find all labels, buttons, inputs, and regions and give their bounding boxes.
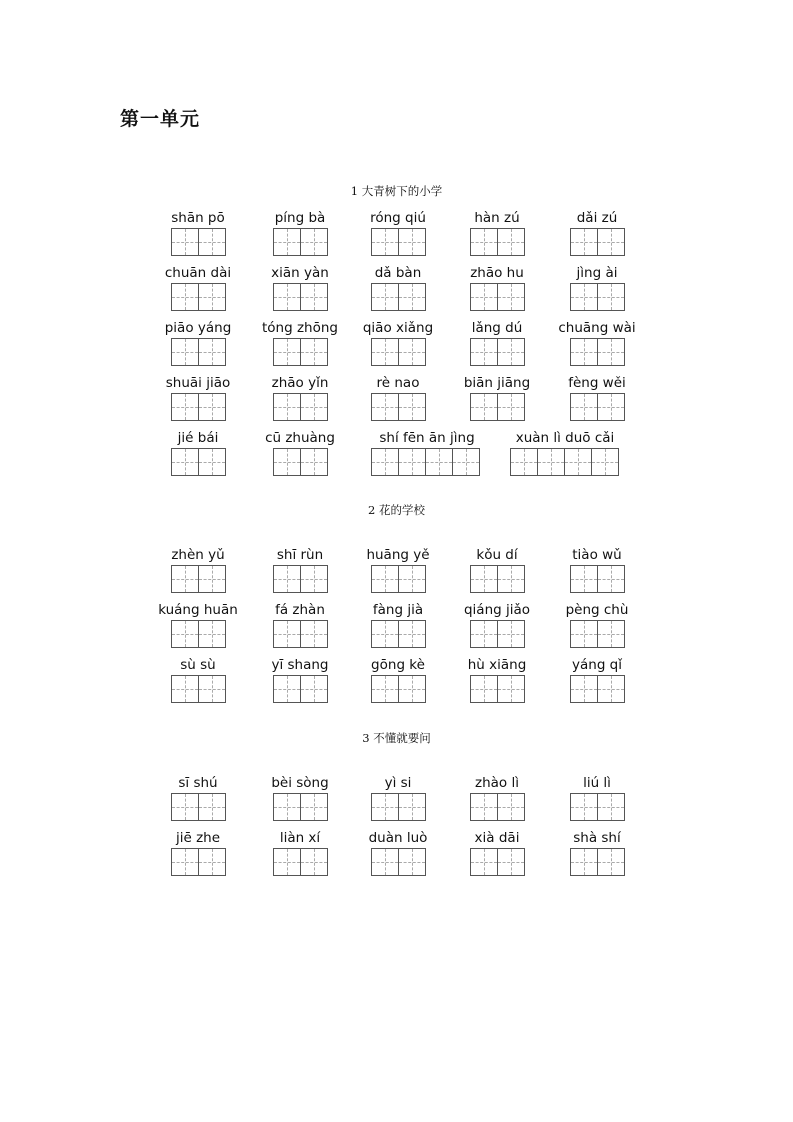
writing-grid <box>470 393 525 421</box>
pinyin-label: fàng jià <box>372 602 424 618</box>
pinyin-label: huāng yě <box>366 547 430 563</box>
pinyin-label: dǎi zú <box>576 210 618 226</box>
tianzige-cell[interactable] <box>171 620 199 648</box>
tianzige-cell[interactable] <box>591 448 619 476</box>
pinyin-label: liú lì <box>583 775 611 791</box>
pinyin-label: hù xiāng <box>467 657 527 673</box>
writing-grid <box>371 228 426 256</box>
tianzige-cell[interactable] <box>398 448 426 476</box>
tianzige-cell[interactable] <box>597 675 625 703</box>
tianzige-cell[interactable] <box>171 228 199 256</box>
tianzige-cell[interactable] <box>470 228 498 256</box>
pinyin-label: yáng qǐ <box>572 657 622 673</box>
pinyin-label: cū zhuàng <box>265 430 335 446</box>
tianzige-cell[interactable] <box>497 565 525 593</box>
tianzige-cell[interactable] <box>273 228 301 256</box>
pinyin-label: shuāi jiāo <box>165 375 231 391</box>
pinyin-label: yī shang <box>271 657 329 673</box>
pinyin-label: xiān yàn <box>271 265 329 281</box>
pinyin-label: zhào lì <box>475 775 519 791</box>
writing-grid <box>371 565 426 593</box>
tianzige-cell[interactable] <box>300 283 328 311</box>
tianzige-cell[interactable] <box>198 283 226 311</box>
tianzige-cell[interactable] <box>198 675 226 703</box>
writing-grid <box>171 338 226 366</box>
pinyin-label: piāo yáng <box>164 320 232 336</box>
tianzige-cell[interactable] <box>597 793 625 821</box>
pinyin-label: tóng zhōng <box>262 320 338 336</box>
writing-grid <box>273 848 328 876</box>
tianzige-cell[interactable] <box>470 393 498 421</box>
tianzige-cell[interactable] <box>300 848 328 876</box>
tianzige-cell[interactable] <box>198 393 226 421</box>
pinyin-label: rè nao <box>376 375 420 391</box>
tianzige-cell[interactable] <box>171 393 199 421</box>
writing-grid <box>570 393 625 421</box>
writing-grid <box>371 448 480 476</box>
tianzige-cell[interactable] <box>470 283 498 311</box>
writing-grid <box>470 338 525 366</box>
writing-grid <box>570 565 625 593</box>
tianzige-cell[interactable] <box>273 848 301 876</box>
tianzige-cell[interactable] <box>470 793 498 821</box>
tianzige-cell[interactable] <box>452 448 480 476</box>
tianzige-cell[interactable] <box>371 448 399 476</box>
tianzige-cell[interactable] <box>300 228 328 256</box>
tianzige-cell[interactable] <box>470 620 498 648</box>
pinyin-label: shān pō <box>171 210 225 226</box>
tianzige-cell[interactable] <box>300 620 328 648</box>
writing-grid <box>570 848 625 876</box>
pinyin-label: duàn luò <box>368 830 428 846</box>
tianzige-cell[interactable] <box>570 338 598 366</box>
writing-grid <box>273 620 328 648</box>
tianzige-cell[interactable] <box>597 283 625 311</box>
writing-grid <box>371 620 426 648</box>
tianzige-cell[interactable] <box>198 620 226 648</box>
writing-grid <box>570 338 625 366</box>
tianzige-cell[interactable] <box>273 283 301 311</box>
lesson-title: 1 大青树下的小学 <box>350 184 443 198</box>
writing-grid <box>273 565 328 593</box>
pinyin-label: sī shú <box>178 775 218 791</box>
tianzige-cell[interactable] <box>171 565 199 593</box>
tianzige-cell[interactable] <box>198 338 226 366</box>
tianzige-cell[interactable] <box>273 793 301 821</box>
writing-grid <box>171 620 226 648</box>
tianzige-cell[interactable] <box>171 338 199 366</box>
writing-grid <box>470 793 525 821</box>
pinyin-label: chuān dài <box>164 265 232 281</box>
pinyin-label: píng bà <box>274 210 326 226</box>
pinyin-label: shí fēn ān jìng <box>379 430 475 446</box>
tianzige-cell[interactable] <box>198 448 226 476</box>
tianzige-cell[interactable] <box>371 338 399 366</box>
tianzige-cell[interactable] <box>597 565 625 593</box>
writing-grid <box>273 675 328 703</box>
tianzige-cell[interactable] <box>273 338 301 366</box>
writing-grid <box>273 228 328 256</box>
tianzige-cell[interactable] <box>570 793 598 821</box>
writing-grid <box>371 283 426 311</box>
tianzige-cell[interactable] <box>171 448 199 476</box>
tianzige-cell[interactable] <box>497 393 525 421</box>
tianzige-cell[interactable] <box>198 228 226 256</box>
tianzige-cell[interactable] <box>470 565 498 593</box>
writing-grid <box>570 793 625 821</box>
unit-title: 第一单元 <box>120 108 201 130</box>
pinyin-label: kuáng huān <box>158 602 238 618</box>
tianzige-cell[interactable] <box>300 565 328 593</box>
tianzige-cell[interactable] <box>371 565 399 593</box>
tianzige-cell[interactable] <box>198 565 226 593</box>
writing-grid <box>273 793 328 821</box>
writing-grid <box>171 793 226 821</box>
writing-grid <box>510 448 619 476</box>
writing-grid <box>570 675 625 703</box>
tianzige-cell[interactable] <box>398 848 426 876</box>
writing-grid <box>371 675 426 703</box>
tianzige-cell[interactable] <box>470 848 498 876</box>
writing-grid <box>171 848 226 876</box>
tianzige-cell[interactable] <box>570 620 598 648</box>
tianzige-cell[interactable] <box>570 393 598 421</box>
pinyin-label: xuàn lì duō cǎi <box>515 430 615 446</box>
writing-grid <box>371 393 426 421</box>
pinyin-label: tiào wǔ <box>572 547 622 563</box>
pinyin-label: zhèn yǔ <box>171 547 225 563</box>
tianzige-cell[interactable] <box>273 565 301 593</box>
pinyin-label: liàn xí <box>279 830 321 846</box>
tianzige-cell[interactable] <box>371 848 399 876</box>
tianzige-cell[interactable] <box>597 228 625 256</box>
tianzige-cell[interactable] <box>171 675 199 703</box>
pinyin-label: kǒu dí <box>476 547 518 563</box>
pinyin-label: shī rùn <box>276 547 324 563</box>
writing-grid <box>470 283 525 311</box>
writing-grid <box>171 448 226 476</box>
tianzige-cell[interactable] <box>371 283 399 311</box>
writing-grid <box>470 675 525 703</box>
pinyin-label: dǎ bàn <box>374 265 422 281</box>
tianzige-cell[interactable] <box>273 393 301 421</box>
pinyin-label: jiē zhe <box>175 830 221 846</box>
pinyin-label: róng qiú <box>370 210 426 226</box>
tianzige-cell[interactable] <box>597 848 625 876</box>
writing-grid <box>171 228 226 256</box>
writing-grid <box>371 793 426 821</box>
pinyin-label: qiáng jiǎo <box>463 602 531 618</box>
tianzige-cell[interactable] <box>398 228 426 256</box>
tianzige-cell[interactable] <box>300 393 328 421</box>
tianzige-cell[interactable] <box>597 338 625 366</box>
writing-grid <box>570 228 625 256</box>
pinyin-label: shà shí <box>573 830 621 846</box>
writing-grid <box>171 565 226 593</box>
writing-grid <box>371 338 426 366</box>
tianzige-cell[interactable] <box>300 793 328 821</box>
writing-grid <box>470 228 525 256</box>
tianzige-cell[interactable] <box>564 448 592 476</box>
tianzige-cell[interactable] <box>198 848 226 876</box>
pinyin-label: lǎng dú <box>471 320 523 336</box>
tianzige-cell[interactable] <box>570 848 598 876</box>
pinyin-label: bèi sòng <box>271 775 329 791</box>
writing-grid <box>273 448 328 476</box>
tianzige-cell[interactable] <box>570 228 598 256</box>
tianzige-cell[interactable] <box>470 338 498 366</box>
tianzige-cell[interactable] <box>425 448 453 476</box>
pinyin-label: sù sù <box>180 657 216 673</box>
tianzige-cell[interactable] <box>398 283 426 311</box>
tianzige-cell[interactable] <box>597 620 625 648</box>
writing-grid <box>273 393 328 421</box>
tianzige-cell[interactable] <box>273 675 301 703</box>
tianzige-cell[interactable] <box>398 675 426 703</box>
tianzige-cell[interactable] <box>398 393 426 421</box>
writing-grid <box>273 283 328 311</box>
tianzige-cell[interactable] <box>510 448 538 476</box>
writing-grid <box>371 848 426 876</box>
tianzige-cell[interactable] <box>497 338 525 366</box>
writing-grid <box>273 338 328 366</box>
pinyin-label: biān jiāng <box>463 375 531 391</box>
tianzige-cell[interactable] <box>497 848 525 876</box>
pinyin-label: zhāo yǐn <box>271 375 329 391</box>
pinyin-label: jìng ài <box>576 265 618 281</box>
lesson-title: 3 不懂就要问 <box>362 731 431 745</box>
tianzige-cell[interactable] <box>537 448 565 476</box>
tianzige-cell[interactable] <box>171 283 199 311</box>
tianzige-cell[interactable] <box>171 793 199 821</box>
tianzige-cell[interactable] <box>497 228 525 256</box>
tianzige-cell[interactable] <box>371 393 399 421</box>
pinyin-label: gōng kè <box>371 657 425 673</box>
tianzige-cell[interactable] <box>570 283 598 311</box>
tianzige-cell[interactable] <box>371 675 399 703</box>
writing-grid <box>470 848 525 876</box>
pinyin-label: pèng chù <box>565 602 629 618</box>
tianzige-cell[interactable] <box>371 620 399 648</box>
tianzige-cell[interactable] <box>497 675 525 703</box>
tianzige-cell[interactable] <box>497 283 525 311</box>
tianzige-cell[interactable] <box>273 620 301 648</box>
lesson-title: 2 花的学校 <box>368 503 425 517</box>
tianzige-cell[interactable] <box>398 565 426 593</box>
tianzige-cell[interactable] <box>371 228 399 256</box>
pinyin-label: zhāo hu <box>470 265 524 281</box>
tianzige-cell[interactable] <box>470 675 498 703</box>
tianzige-cell[interactable] <box>398 338 426 366</box>
writing-grid <box>171 675 226 703</box>
tianzige-cell[interactable] <box>273 448 301 476</box>
tianzige-cell[interactable] <box>597 393 625 421</box>
pinyin-label: jié bái <box>177 430 219 446</box>
tianzige-cell[interactable] <box>300 338 328 366</box>
pinyin-label: xià dāi <box>474 830 520 846</box>
tianzige-cell[interactable] <box>300 448 328 476</box>
tianzige-cell[interactable] <box>398 793 426 821</box>
tianzige-cell[interactable] <box>497 620 525 648</box>
pinyin-label: hàn zú <box>474 210 520 226</box>
pinyin-label: qiāo xiǎng <box>362 320 434 336</box>
tianzige-cell[interactable] <box>171 848 199 876</box>
tianzige-cell[interactable] <box>198 793 226 821</box>
writing-grid <box>171 393 226 421</box>
tianzige-cell[interactable] <box>371 793 399 821</box>
writing-grid <box>570 620 625 648</box>
writing-grid <box>171 283 226 311</box>
tianzige-cell[interactable] <box>570 675 598 703</box>
pinyin-label: fá zhàn <box>275 602 325 618</box>
tianzige-cell[interactable] <box>570 565 598 593</box>
pinyin-label: chuāng wài <box>558 320 636 336</box>
tianzige-cell[interactable] <box>300 675 328 703</box>
writing-grid <box>570 283 625 311</box>
writing-grid <box>470 565 525 593</box>
pinyin-label: fèng wěi <box>568 375 626 391</box>
tianzige-cell[interactable] <box>398 620 426 648</box>
pinyin-label: yì si <box>384 775 412 791</box>
tianzige-cell[interactable] <box>497 793 525 821</box>
writing-grid <box>470 620 525 648</box>
